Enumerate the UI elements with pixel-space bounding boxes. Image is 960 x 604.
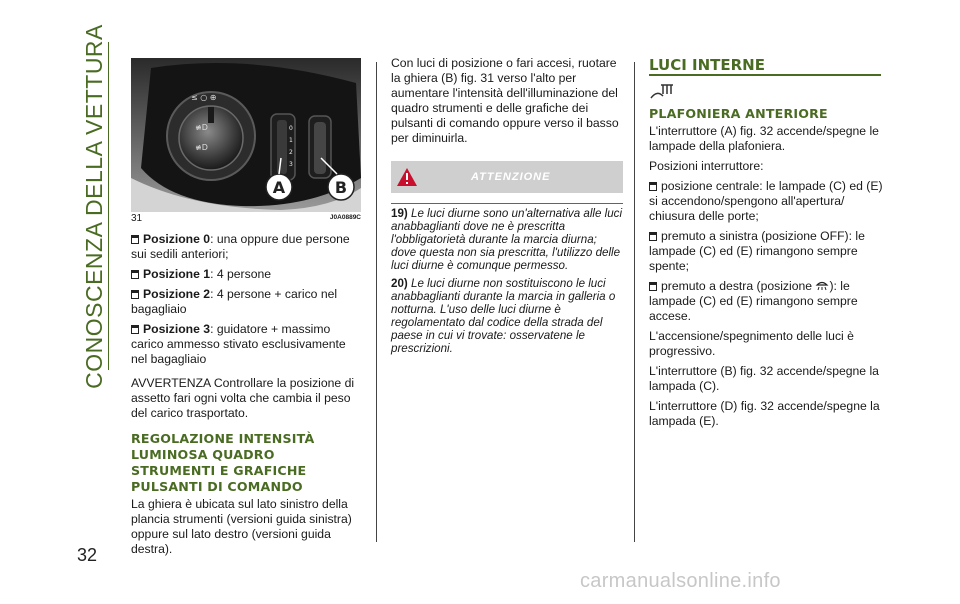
svg-text:0: 0: [289, 125, 293, 132]
body-text: L'interruttore (A) fig. 32 accende/spegne le lampade della plafoniera.: [649, 124, 879, 153]
body-text: La ghiera è ubicata sul lato sinistro della plancia strumenti (versioni guida sinistra) oppure sul lato destro (versioni guida destra).: [131, 497, 352, 556]
list-item: Posizione 1: 4 persone: [131, 267, 363, 282]
warning-header: [391, 161, 623, 193]
interior-light-icon: [649, 82, 679, 102]
watermark: carmanualsonline.info: [580, 570, 781, 592]
body-text: L'interruttore (B) fig. 32 accende/spegne la lampada (C).: [649, 364, 879, 393]
bullet-icon: [649, 282, 657, 291]
column-3: [649, 106, 885, 434]
list-item: premuto a sinistra (posizione OFF): le lampade (C) ed (E) rimangono sempre spente;: [649, 229, 865, 273]
warning-title: ATTENZIONE: [471, 171, 551, 183]
bullet-icon: [649, 182, 657, 191]
section-heading: PLAFONIERA ANTERIORE: [649, 106, 828, 121]
section-title: LUCI INTERNE: [649, 56, 765, 74]
list-item: Posizione 0: una oppure due persone sui sedili anteriori;: [131, 232, 350, 261]
bullet-icon: [131, 235, 139, 244]
figure-photo: [131, 58, 361, 212]
warning-note: AVVERTENZA Controllare la posizione di assetto fari ogni volta che cambia il peso del carico trasportato.: [131, 376, 355, 420]
column-2: [391, 56, 623, 151]
bullet-icon: [131, 325, 139, 334]
list-item: Posizione 2: 4 persone + carico nel bagagliaio: [131, 287, 338, 316]
svg-text:≢D: ≢D: [195, 143, 208, 152]
body-text: Posizioni interruttore:: [649, 159, 764, 173]
list-item: premuto a destra (posizione ): le lampade (C) ed (E) rimangono sempre accese.: [649, 279, 858, 323]
lamp-on-icon: [815, 281, 829, 291]
bullet-icon: [649, 232, 657, 241]
body-text: L'interruttore (D) fig. 32 accende/spegne la lampada (E).: [649, 399, 880, 428]
bullet-icon: [131, 290, 139, 299]
column-divider: [634, 62, 635, 542]
warning-body: [391, 203, 623, 360]
column-divider: [376, 62, 377, 542]
chapter-title: CONOSCENZA DELLA VETTURA: [80, 23, 107, 389]
warning-icon: [396, 167, 418, 187]
callout-b: B: [334, 178, 348, 197]
warning-item: 19) Le luci diurne sono un'alternativa alle luci anabbaglianti dove ne è prescritta l'obbligatorietà durante la marcia diurna; dove questa non sia prescritta, l'utilizzo delle luci diurne è comunque permesso.: [391, 207, 623, 272]
body-text: Con luci di posizione o fari accesi, ruotare la ghiera (B) fig. 31 verso l'alto per aumentare l'intensità dell'illuminazione del quadro strumenti e delle grafiche dei pulsanti di comando oppure verso il basso per diminuirla.: [391, 56, 619, 145]
list-item: Posizione 3: guidatore + massimo carico ammesso stivato esclusivamente nel bagagliaio: [131, 322, 346, 366]
svg-text:3: 3: [289, 161, 293, 168]
svg-text:≢D: ≢D: [195, 123, 208, 132]
section-title-rule: [649, 74, 881, 76]
figure-caption: [131, 213, 361, 225]
warning-item: 20) Le luci diurne non sostituiscono le luci anabbaglianti durante la marcia in galleria o notturna. L'uso delle luci diurne è regolamentato dal codice della strada del paese in cui vi trovate: osservatene le prescrizioni.: [391, 277, 616, 355]
svg-text:2: 2: [289, 149, 293, 156]
section-heading: REGOLAZIONE INTENSITÀ LUMINOSA QUADRO STRUMENTI E GRAFICHE PULSANTI DI COMANDO: [131, 431, 315, 494]
chapter-rule: [108, 42, 109, 370]
headlight-control-image: [131, 58, 361, 212]
svg-text:1: 1: [289, 137, 293, 144]
page-number: 32: [77, 545, 98, 565]
figure-number: 31: [131, 213, 143, 224]
body-text: L'accensione/spegnimento delle luci è progressivo.: [649, 329, 854, 358]
bullet-icon: [131, 270, 139, 279]
list-item: posizione centrale: le lampade (C) ed (E) si accendono/spengono all'apertura/ chiusura delle porte;: [649, 179, 883, 223]
figure-code: J0A0889C: [329, 214, 361, 221]
column-1: [131, 232, 363, 562]
svg-text:≤ ○ ⊕: ≤ ○ ⊕: [191, 93, 217, 102]
callout-a: A: [272, 178, 286, 197]
